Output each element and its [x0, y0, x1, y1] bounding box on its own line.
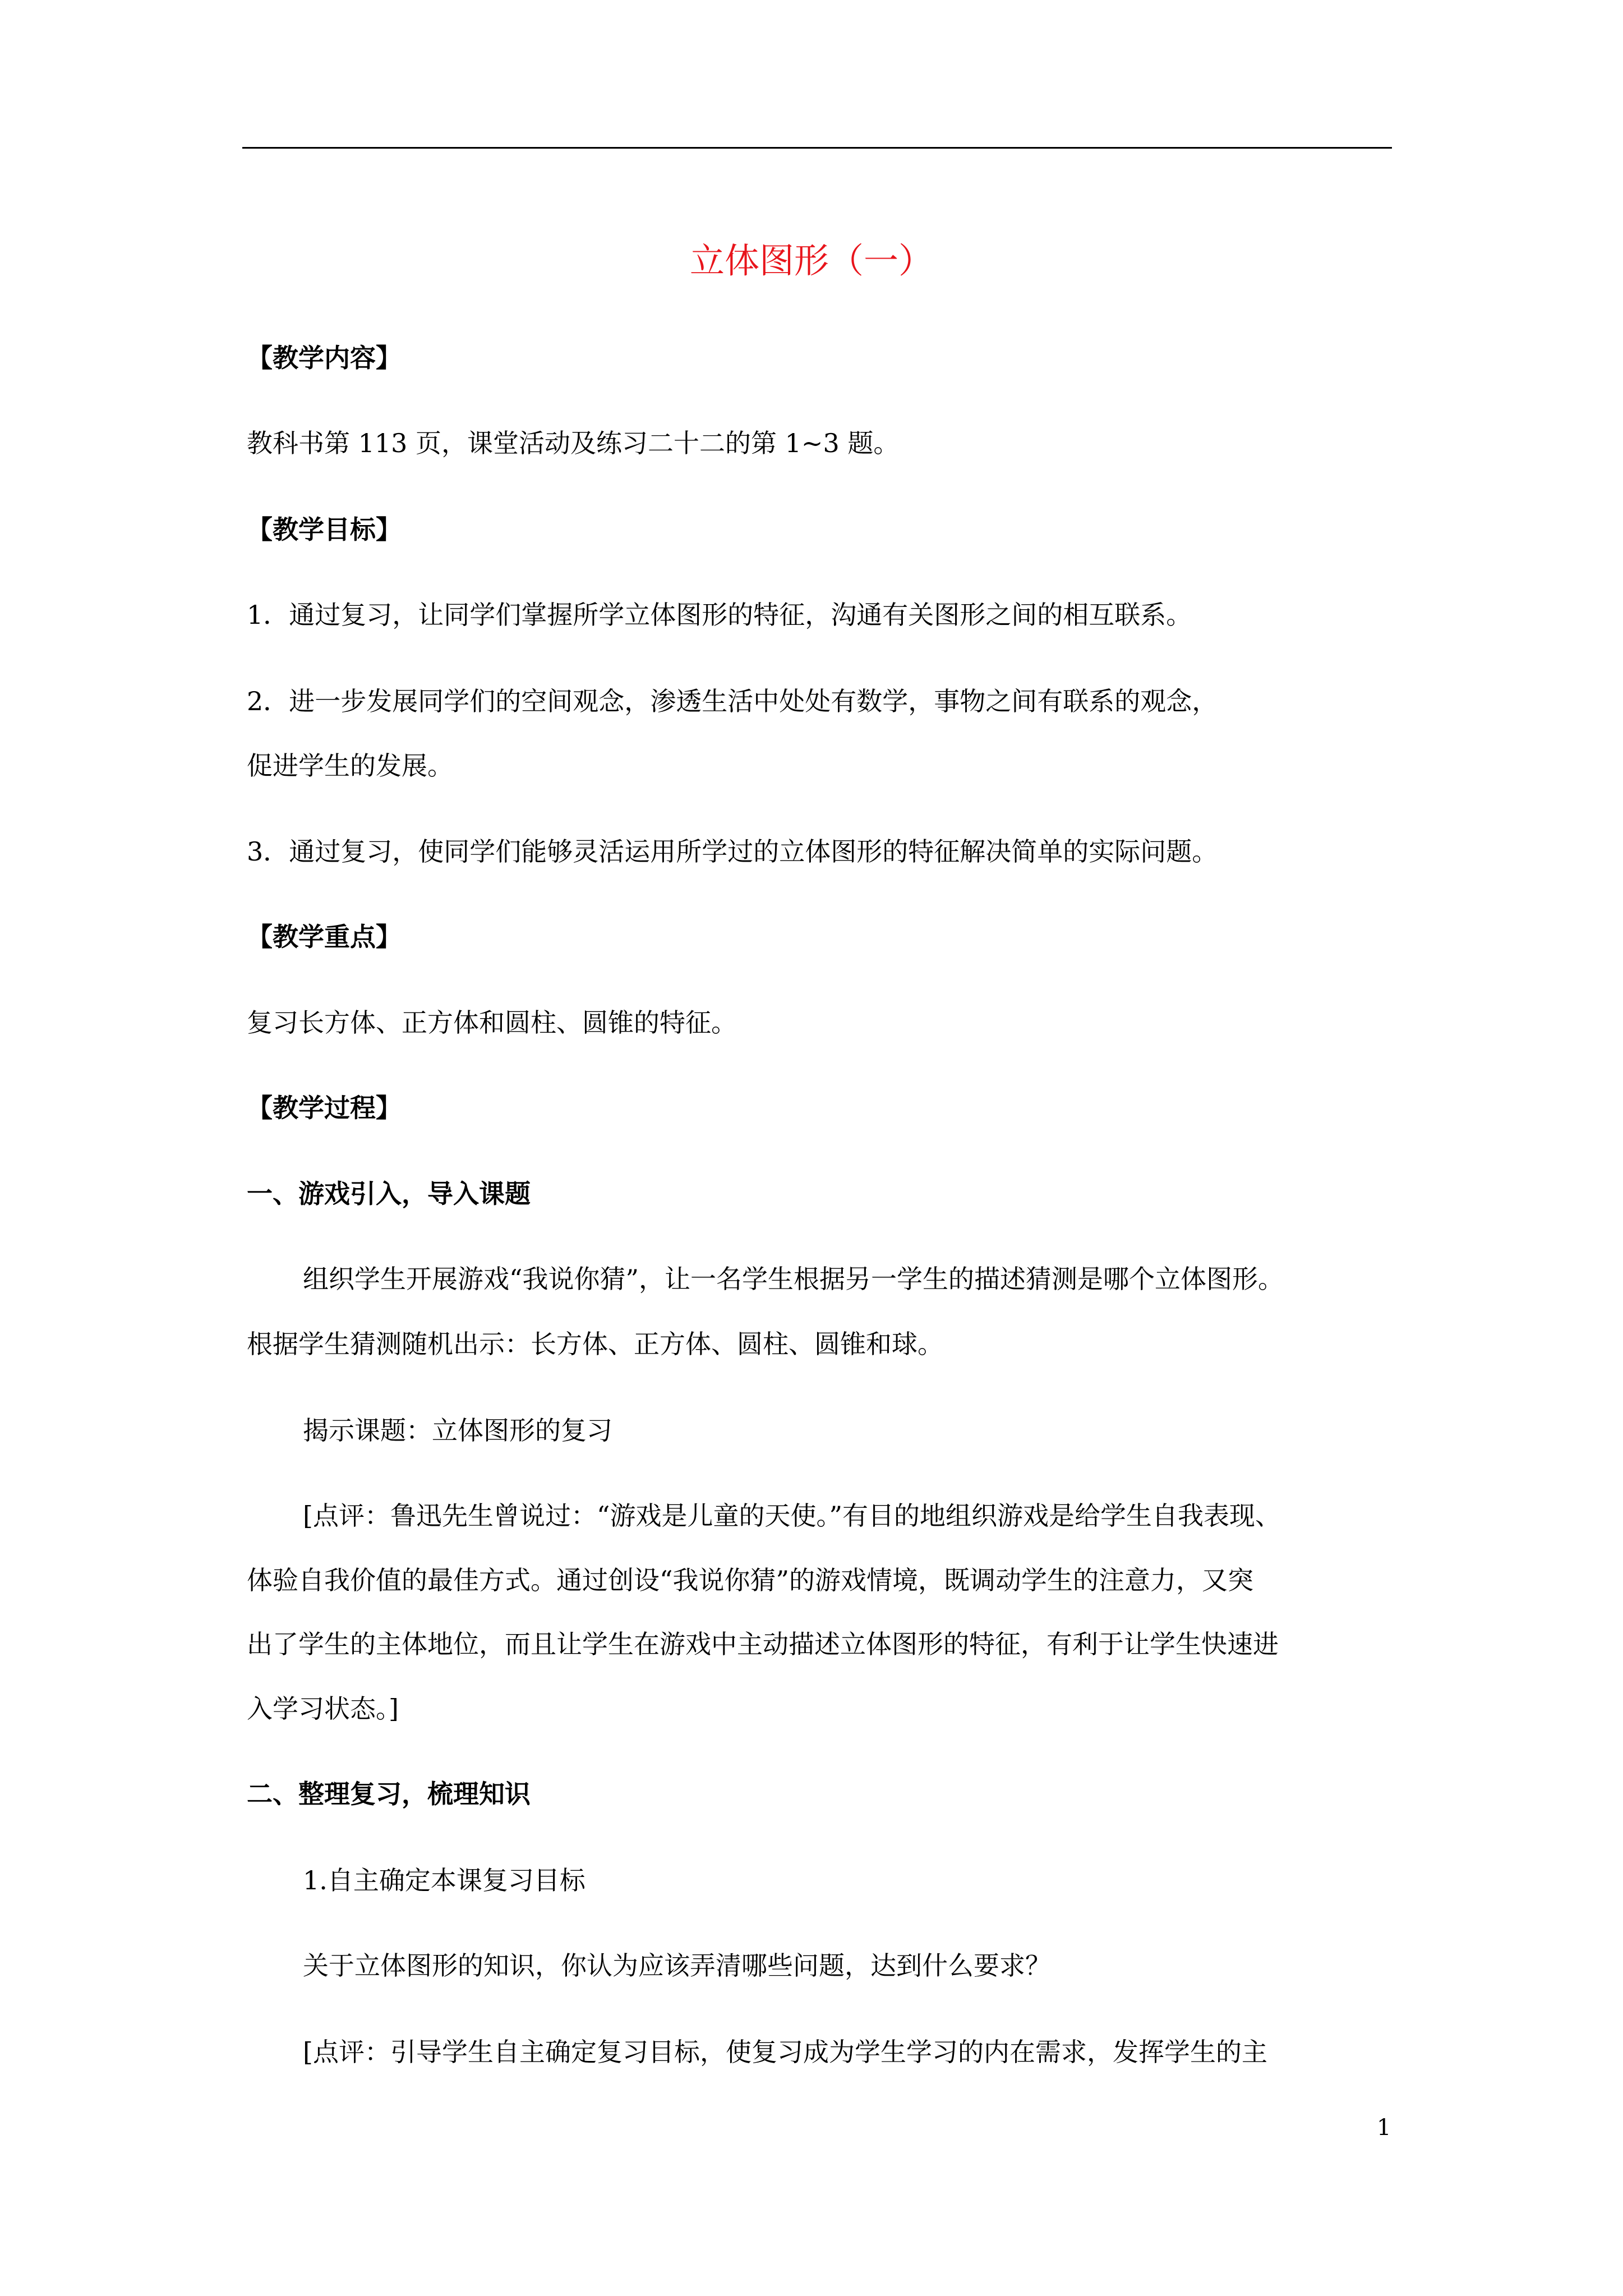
heading-key-points: 【教学重点】 — [247, 922, 402, 952]
heading-part-1: 一、游戏引入，导入课题 — [247, 1179, 531, 1209]
paragraph-part1-1b: 根据学生猜测随机出示：长方体、正方体、圆柱、圆锥和球。 — [247, 1329, 943, 1359]
paragraph-goal-2b: 促进学生的发展。 — [247, 751, 453, 781]
paragraph-goal-2a: 2．进一步发展同学们的空间观念，渗透生活中处处有数学，事物之间有联系的观念， — [247, 686, 1218, 716]
paragraph-part1-1a: 组织学生开展游戏“我说你猜”，让一名学生根据另一学生的描述猜测是哪个立体图形。 — [303, 1264, 1284, 1294]
paragraph-part2-question: 关于立体图形的知识，你认为应该弄清哪些问题，达到什么要求？ — [303, 1950, 1051, 1981]
paragraph-content: 教科书第 113 页，课堂活动及练习二十二的第 1~3 题。 — [247, 428, 900, 458]
heading-teaching-content: 【教学内容】 — [247, 343, 402, 373]
comment-part1-line2: 体验自我价值的最佳方式。通过创设“我说你猜”的游戏情境，既调动学生的注意力，又突 — [247, 1565, 1254, 1595]
comment-part1-line1: [点评：鲁迅先生曾说过：“游戏是儿童的天使。”有目的地组织游戏是给学生自我表现、 — [303, 1501, 1281, 1531]
header-rule — [242, 147, 1392, 149]
heading-part-2: 二、整理复习，梳理知识 — [247, 1779, 531, 1809]
paragraph-goal-1: 1．通过复习，让同学们掌握所学立体图形的特征，沟通有关图形之间的相互联系。 — [247, 600, 1192, 630]
paragraph-goal-3: 3．通过复习，使同学们能够灵活运用所学过的立体图形的特征解决简单的实际问题。 — [247, 836, 1218, 867]
paragraph-part1-2: 揭示课题：立体图形的复习 — [303, 1415, 612, 1446]
document-title: 立体图形（一） — [689, 240, 933, 281]
comment-part2-line1: [点评：引导学生自主确定复习目标，使复习成为学生学习的内在需求，发挥学生的主 — [303, 2037, 1267, 2067]
heading-teaching-goals: 【教学目标】 — [247, 514, 402, 545]
heading-teaching-process: 【教学过程】 — [247, 1093, 402, 1123]
paragraph-key-points: 复习长方体、正方体和圆柱、圆锥的特征。 — [247, 1007, 737, 1038]
comment-part1-line4: 入学习状态。] — [247, 1694, 399, 1724]
comment-part1-line3: 出了学生的主体地位，而且让学生在游戏中主动描述立体图形的特征，有利于让学生快速进 — [247, 1629, 1279, 1659]
page-number: 1 — [1377, 2115, 1391, 2141]
paragraph-part2-sub1: 1.自主确定本课复习目标 — [303, 1865, 585, 1895]
